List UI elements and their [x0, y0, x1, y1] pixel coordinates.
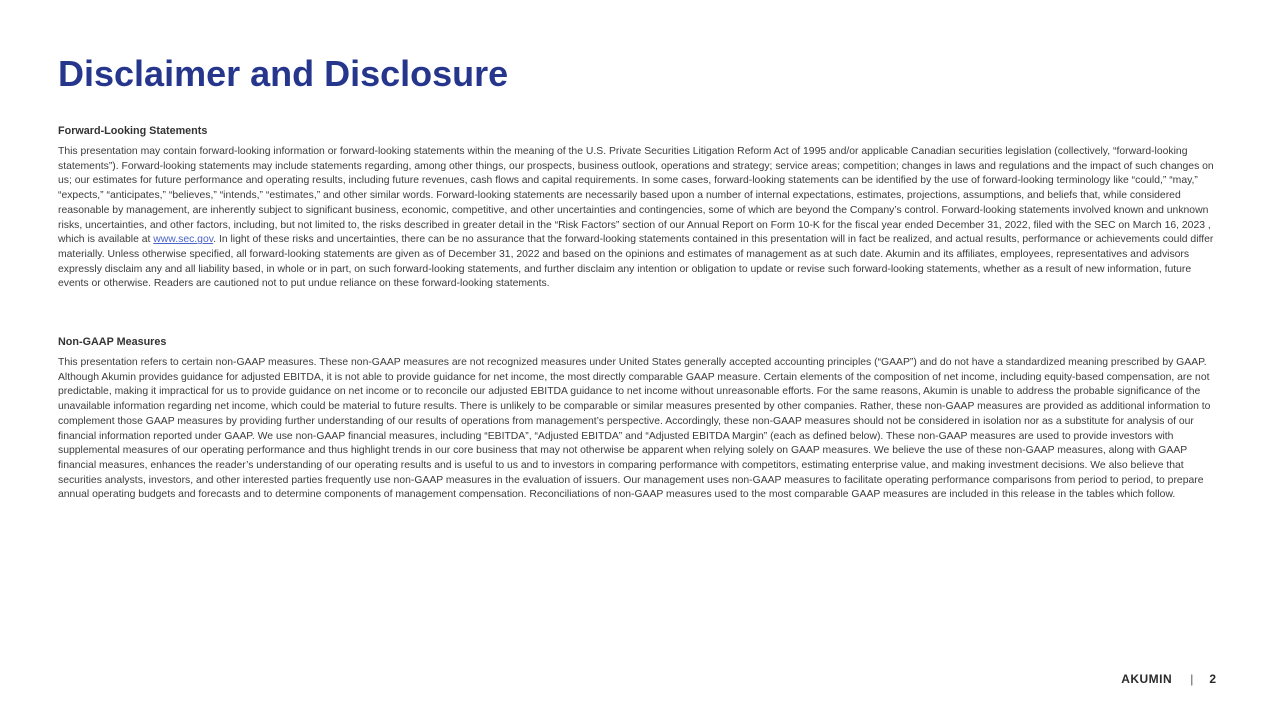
- non-gaap-measures-section: [58, 335, 1224, 503]
- non-gaap-heading: Non-GAAP Measures: [58, 336, 167, 348]
- non-gaap-body: This presentation refers to certain non-GAAP measures. These non-GAAP measures are not recognized measures under United States generally accepted accounting principles (“GAAP”) and do not have a standardized meaning prescribed by GAAP. Although Akumin provides guidance for adjusted EBITDA, it is not able to provide guidance for net income, the most directly comparable GAAP measure. Certain elements of the composition of net income, including equity-based compensation, are not predictable, making it impractical for us to provide guidance on net income or to reconcile our adjusted EBITDA guidance to net income without unreasonable efforts. For the same reasons, Akumin is unable to address the probable significance of the unavailable information regarding net income, which could be material to future results. There is unlikely to be comparable or similar measures presented by other companies. Rather, these non-GAAP measures are provided as additional information to complement those GAAP measures by providing further understanding of our results of operations from management’s perspective. Accordingly, these non-GAAP measures should not be considered in isolation nor as a substitute for analysis of our financial information reported under GAAP. We use non-GAAP financial measures, including “EBITDA”, “Adjusted EBITDA” and “Adjusted EBITDA Margin” (each as defined below). These non-GAAP measures are used to provide investors with supplemental measures of our operating performance and thus highlight trends in our core business that may not otherwise be apparent when relying solely on GAAP measures. We believe the use of these non-GAAP measures, along with GAAP financial measures, enhances the reader’s understanding of our operating results and is useful to us and to investors in comparing performance with competitors, estimating enterprise value, and making investment decisions. We also believe that securities analysts, investors, and other interested parties frequently use non-GAAP measures in the evaluation of issuers. Our management uses non-GAAP measures to facilitate operating performance comparisons from period to period, to prepare annual operating budgets and forecasts and to determine components of management compensation. Reconciliations of non-GAAP measures used to the most comparable GAAP measures are included in this release in the tables which follow.: [58, 357, 1211, 501]
- footer-brand: AKUMIN: [1121, 672, 1173, 686]
- footer-separator: |: [1190, 672, 1194, 686]
- forward-looking-heading: Forward-Looking Statements: [58, 125, 208, 137]
- forward-looking-body: [58, 145, 1224, 292]
- slide-footer: [1121, 671, 1216, 687]
- sec-gov-link[interactable]: www.sec.gov: [153, 234, 214, 246]
- forward-looking-text-part-1: This presentation may contain forward-looking information or forward-looking statements within the meaning of the U.S. Private Securities Litigation Reform Act of 1995 and/or applicable Canadian securities legislation (collectively, “forward-looking statements”). Forward-looking statements may include statements regarding, among other things, our prospects, business outlook, operations and strategy; service areas; competition; changes in laws and regulations and the impact of such changes on us; our estimates for future performance and operating results, including future revenues, cash flows and capital requirements. In some cases, forward-looking statements can be identified by the use of forward-looking terminology like “could,” “may,” “expects,” “anticipates,” “believes,” “intends,” “estimates,” and other similar words. Forward-looking statements are necessarily based upon a number of internal expectations, estimates, projections, assumptions, and beliefs that, while considered reasonable by management, are inherently subject to significant business, economic, competitive, and other uncertainties and contingencies, some of which are beyond the Company’s control. Forward-looking statements involved known and unknown risks, uncertainties, and other factors, including, but not limited to, the risks described in greater detail in the “Risk Factors” section of our Annual Report on Form 10-K for the fiscal year ended December 31, 2022, filed with the SEC on March 16, 2023 , which is available at: [58, 146, 1214, 246]
- forward-looking-statements-section: [58, 124, 1224, 292]
- page-title: Disclaimer and Disclosure: [58, 53, 509, 94]
- forward-looking-text-part-2: . In light of these risks and uncertainties, there can be no assurance that the forward-looking statements contained in this presentation will in fact be realized, and actual results, performance or achievements could differ materially. Unless otherwise specified, all forward-looking statements are given as of December 31, 2022 and based on the opinions and estimates of management as at such date. Akumin and its affiliates, employees, representatives and advisors expressly disclaim any and all liability based, in whole or in part, on such forward-looking statements, and further disclaim any intention or obligation to update or revise such forward-looking statements, whether as a result of new information, future events or otherwise. Readers are cautioned not to put undue reliance on these forward-looking statements.: [58, 234, 1214, 290]
- page-number: 2: [1209, 672, 1216, 686]
